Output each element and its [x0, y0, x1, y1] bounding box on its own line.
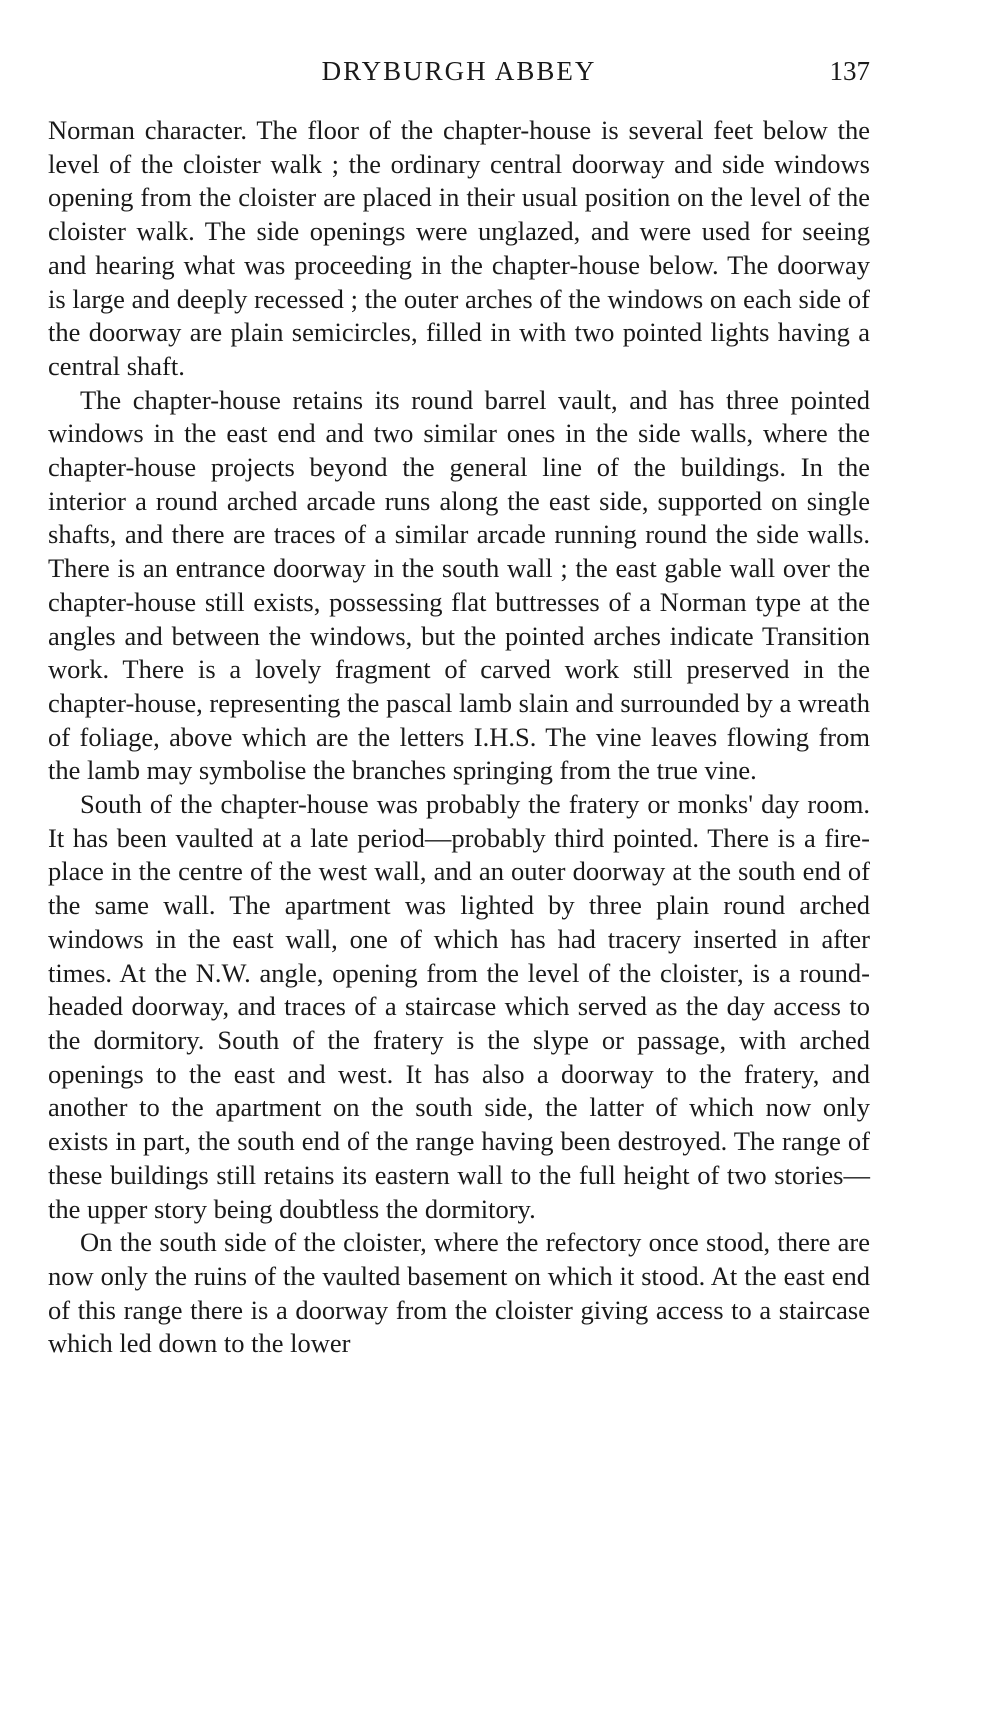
- page-header: [48, 52, 870, 92]
- paragraph-continued: Norman character. The floor of the chapter-house is several feet below the level of the cloister walk ; the ordinary central doorway and side windows opening from the cloister are placed in their usual position on the level of the cloister walk. The side openings were unglazed, and were used for seeing and hearing what was proceeding in the chapter-house below. The doorway is large and deeply recessed ; the outer arches of the windows on each side of the doorway are plain semicircles, filled in with two pointed lights having a central shaft.: [48, 115, 870, 381]
- running-title: DRYBURGH ABBEY: [321, 56, 597, 86]
- page-number: 137: [829, 56, 870, 86]
- paragraph-refectory: On the south side of the cloister, where the refectory once stood, there are now only the ruins of the vaulted basement on which it stood. At the east end of this range there is a doorway from the cloister giving access to a staircase which led down to the lower: [48, 1227, 870, 1359]
- book-page: [48, 52, 870, 1361]
- paragraph-chapter-house: The chapter-house retains its round barrel vault, and has three pointed windows in the east end and two similar ones in the side walls, where the chapter-house projects beyond the general line of the buildings. In the interior a round arched arcade runs along the east side, supported on single shafts, and there are traces of a similar arcade running round the side walls. There is an entrance doorway in the south wall ; the east gable wall over the chapter-house still exists, possessing flat buttresses of a Norman type at the angles and between the windows, but the pointed arches indicate Transition work. There is a lovely fragment of carved work still preserved in the chapter-house, representing the pascal lamb slain and surrounded by a wreath of foliage, above which are the letters I.H.S. The vine leaves flowing from the lamb may symbolise the branches springing from the true vine.: [48, 384, 870, 786]
- body-text: [48, 114, 870, 1361]
- paragraph-fratery: South of the chapter-house was probably the fratery or monks' day room. It has been vaulted at a late period—probably third pointed. There is a fire-place in the centre of the west wall, and an outer doorway at the south end of the same wall. The apartment was lighted by three plain round arched windows in the east wall, one of which has had tracery inserted in after times. At the N.W. angle, opening from the level of the cloister, is a round-headed doorway, and traces of a staircase which served as the day access to the dormitory. South of the fratery is the slype or passage, with arched openings to the east and west. It has also a doorway to the fratery, and another to the apartment on the south side, the latter of which now only exists in part, the south end of the range having been destroyed. The range of these buildings still retains its eastern wall to the full height of two stories—the upper story being doubtless the dormitory.: [48, 789, 870, 1224]
